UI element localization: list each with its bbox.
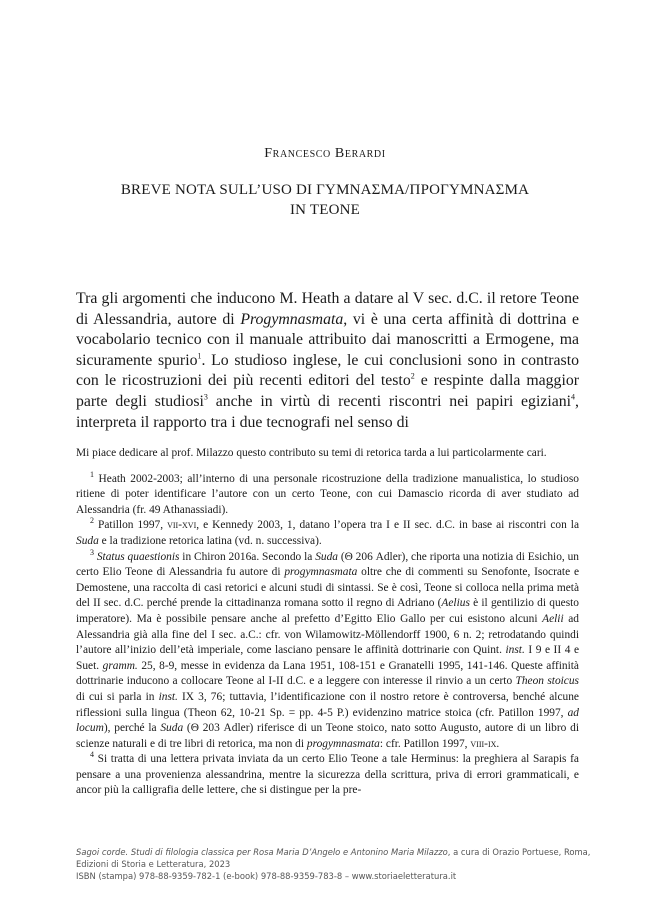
text-run: e la tradizione retorica latina (vd. n. successiva). — [98, 534, 322, 547]
italic-term: Aelii — [542, 612, 564, 625]
title-line-1: BREVE NOTA SULL’USO DI ΓΥΜΝΑΣΜΑ/ΠΡΟΓΥΜΝΑΣΜΑ — [120, 182, 530, 198]
author-name: Francesco Berardi — [264, 146, 386, 161]
publication-footer — [76, 846, 591, 882]
text-run: , interpreta il rapporto tra i due tecnografi nel senso di — [76, 392, 579, 431]
text-run: anche in virtù di recenti riscontri nei papiri egiziani — [207, 392, 572, 410]
footnote-ref[interactable]: 2 — [410, 372, 415, 382]
text-run: I 9 e II 4 e Suet. — [76, 644, 579, 672]
text-run: , vi è una certa affinità di dottrina e vocabolario tecnico con il manuale attribuito dai manoscritti a Ermogene, ma sicuramente spurio — [76, 310, 579, 369]
footnote-ref[interactable]: 1 — [197, 351, 202, 361]
footnote-1 — [76, 469, 579, 519]
title-line-2: IN TEONE — [289, 202, 361, 218]
notes-section — [76, 446, 579, 799]
text-run: IX 3, 76; tuttavia, l’identificazione con il nostro retore è controversa, benché alcune riflessioni sulla lingua (Theon 62, 10-21 Sp. = pp. 4-5 P.) evidenzino matrice stoica (cfr. Patillon 1997, — [76, 690, 579, 719]
footnote-2 — [76, 518, 579, 549]
text-run: di cui si parla in — [76, 690, 159, 703]
italic-term: Suda — [160, 722, 184, 735]
roman-numeral: vii-xvi — [167, 519, 197, 532]
text-run: ad Alessandria già alla fine del I sec. a.C.: cfr. von Wilamowitz-Möllendorff 1900, 6 n. 2; retrodatando quindi l’autore all’inizio dell’età imperiale, come lasciano pensare le affinità dottrinarie con Quint. — [76, 612, 579, 657]
italic-term: progymnasmata — [284, 566, 358, 579]
footnote-number: 2 — [90, 516, 94, 526]
text-run: è il gentilizio di questo imperatore). Ma è possibile pensare anche al prefetto d’Egitto Elio Gallo per cui esistono alcuni — [76, 597, 579, 625]
text-run: in Chiron 2016a. Secondo la — [179, 550, 316, 563]
text-run: (Θ 206 Adler), che riporta una notizia di Esichio, un certo Elio Teone di Alessandria fu autore di — [76, 550, 580, 579]
italic-term: Suda — [76, 534, 99, 547]
article-title — [60, 180, 590, 220]
main-paragraph — [76, 289, 579, 433]
text-run: , e Kennedy 2003, 1, datano l’opera tra I e II sec. d.C. in base ai riscontri con la — [196, 519, 579, 532]
footnote-3 — [76, 547, 580, 753]
text-run: Tra gli argomenti che inducono M. Heath a datare al V sec. d.C. il retore Teone di Alessandria, autore di — [76, 290, 579, 328]
text-run: ), perché la — [103, 722, 161, 735]
italic-term: inst. — [158, 690, 178, 703]
italic-term: progymnasmata — [306, 737, 380, 750]
text-run: . Lo studioso inglese, le cui conclusioni sono in contrasto con le ricostruzioni dei più recenti editori del testo — [76, 351, 579, 390]
italic-term: Status quaestionis — [96, 550, 180, 563]
italic-term: Theon stoicus — [515, 675, 579, 688]
text-run: (Θ 203 Adler) riferisce di un Teone stoico, nato sotto Augusto, autore di un libro di scienze naturali e di tre libri di retorica, ma non di — [76, 722, 579, 750]
italic-term: Aelius — [441, 597, 470, 610]
footnote-number: 4 — [90, 750, 94, 760]
italic-term: inst. — [505, 644, 525, 657]
footnote-number: 1 — [90, 469, 94, 479]
text-run: oltre che di commenti su Senofonte, Isocrate e Demostene, una raccolta di casi retorici e alcuni studi di sintassi. Se è così, Teone si colloca nella prima metà del II sec. d.C. perché prende la cittadinanza romana sotto il regno di Adriano ( — [76, 566, 579, 610]
dedication-note: Mi piace dedicare al prof. Milazzo questo contributo su temi di retorica tarda a lui particolarmente cari. — [76, 447, 547, 459]
footnote-number: 3 — [90, 547, 94, 557]
italic-term: Suda — [315, 550, 338, 563]
text-run: : cfr. Patillon 1997, — [379, 737, 471, 750]
roman-numeral: viii-ix — [470, 737, 497, 750]
italic-term: gramm. — [102, 659, 138, 672]
footnote-text: Si tratta di una lettera privata inviata da un certo Elio Teone a tale Herminus: la preghiera al Sarapis fa pensare a una provenienza alessandrina, mentre la sicurezza della scrittura, priva di errori grammaticali, e ancor più la calligrafia delle lettere, che si distingue per la pre- — [76, 753, 579, 797]
text-run: . — [496, 737, 500, 750]
main-text — [76, 289, 579, 433]
footnote-text: Heath 2002-2003; all’interno di una personale ricostruzione della tradizione manualistica, lo studioso ritiene di poter identificare l’autore con un certo Teone, con cui Damascio ricorda di aver studiato ad Alessandria (fr. 49 Athanassiadi). — [76, 472, 579, 516]
text-run: 25, 8-9, messe in evidenza da Lana 1951, 108-151 e Granatelli 1995, 141-146. Queste affinità dottrinarie inducono a collocare Teone al I-II d.C. e a leggere con interesse il rinvio a un certo — [76, 659, 579, 688]
footnote-4 — [76, 752, 579, 799]
text-run: e respinte dalla maggior parte degli studiosi — [76, 372, 579, 410]
footnote-ref[interactable]: 3 — [203, 392, 208, 402]
text-run: Patillon 1997, — [98, 519, 168, 532]
footnote-ref[interactable]: 4 — [571, 392, 576, 402]
footer-line-2: Edizioni di Storia e Letteratura, 2023 — [76, 859, 231, 869]
text-run: , a cura di Orazio Portuese, Roma, — [447, 847, 591, 857]
work-title: Progymnasmata — [240, 310, 344, 328]
italic-term: ad locum — [76, 706, 579, 735]
footer-line-3: ISBN (stampa) 978-88-9359-782-1 (e-book) 978-88-9359-783-8 – www.storiaeletteratura.it — [76, 871, 457, 881]
footer-line-1 — [76, 846, 591, 858]
volume-title: Sagoi corde. Studi di filologia classica per Rosa Maria D’Angelo e Antonino Maria Milazzo — [76, 847, 448, 857]
